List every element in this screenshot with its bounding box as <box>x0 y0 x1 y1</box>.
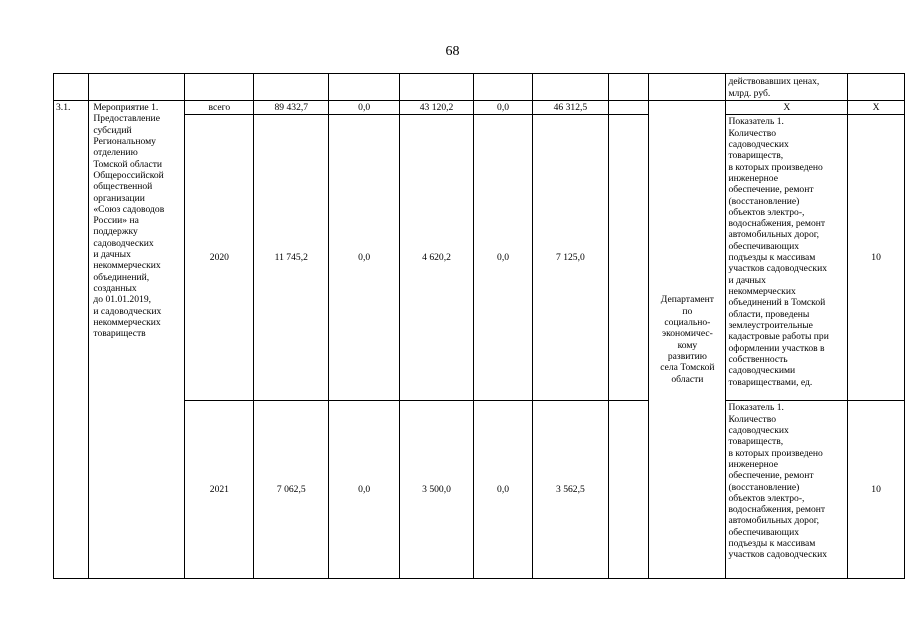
cell-value: 10 <box>848 115 905 401</box>
table-row-total <box>54 101 905 115</box>
cell-empty <box>608 115 648 401</box>
cell-item-number: 3.1. <box>54 101 89 579</box>
program-table <box>53 73 905 579</box>
cell-empty <box>185 74 254 101</box>
cell-value: 10 <box>848 401 905 579</box>
cell-other: 46 312,5 <box>532 101 608 115</box>
cell-indicator: Показатель 1. Количество садоводческих товариществ, в которых произведено инженерное обеспечение, ремонт (восстановление) объектов электро-, водоснабжения, ремонт автомобильных дорог, обеспечивающих подъезды к массивам участков садоводческих <box>726 401 848 579</box>
cell-empty <box>649 74 726 101</box>
cell-empty <box>474 74 533 101</box>
cell-regional: 4 620,2 <box>399 115 473 401</box>
cell-regional: 3 500,0 <box>399 401 473 579</box>
page-number: 68 <box>445 44 460 59</box>
cell-regional: 43 120,2 <box>399 101 473 115</box>
cell-local: 0,0 <box>474 115 533 401</box>
cell-local: 0,0 <box>474 401 533 579</box>
cell-federal: 0,0 <box>329 115 400 401</box>
cell-empty <box>399 74 473 101</box>
cell-federal: 0,0 <box>329 401 400 579</box>
cell-period: 2021 <box>185 401 254 579</box>
cell-empty <box>608 74 648 101</box>
cell-empty <box>254 74 329 101</box>
cell-empty <box>848 74 905 101</box>
cell-indicator: Показатель 1. Количество садоводческих товариществ, в которых произведено инженерное обеспечение, ремонт (восстановление) объектов электро-, водоснабжения, ремонт автомобильных дорог, обеспечивающих подъезды к массивам участков садоводческих и дачных некоммерческих объединений в Томской области, проведены землеустроительные кадастровые работы при оформлении участков в собственность садоводческими товариществами, ед. <box>726 115 848 401</box>
cell-period: всего <box>185 101 254 115</box>
cell-empty <box>608 101 648 115</box>
cell-value: Х <box>848 101 905 115</box>
cell-empty <box>608 401 648 579</box>
cell-empty <box>54 74 89 101</box>
cell-total: 7 062,5 <box>254 401 329 579</box>
cell-empty <box>329 74 400 101</box>
cell-local: 0,0 <box>474 101 533 115</box>
cell-item-description: Мероприятие 1. Предоставление субсидий Региональному отделению Томской области Общероссийской общественной организации «Союз садоводов России» на поддержку садоводческих и дачных некоммерческих объединений, созданных до 01.01.2019, и садоводческих некоммерческих товариществ <box>89 101 185 579</box>
cell-total: 89 432,7 <box>254 101 329 115</box>
cell-total: 11 745,2 <box>254 115 329 401</box>
cell-federal: 0,0 <box>329 101 400 115</box>
table-row-continued <box>54 74 905 101</box>
cell-empty <box>532 74 608 101</box>
cell-period: 2020 <box>185 115 254 401</box>
cell-other: 7 125,0 <box>532 115 608 401</box>
cell-indicator-continued: действовавших ценах, млрд. руб. <box>726 74 848 101</box>
cell-indicator: Х <box>726 101 848 115</box>
cell-other: 3 562,5 <box>532 401 608 579</box>
cell-empty <box>89 74 185 101</box>
cell-executor: Департамент по социально- экономичес- кому развитию села Томской области <box>649 101 726 579</box>
